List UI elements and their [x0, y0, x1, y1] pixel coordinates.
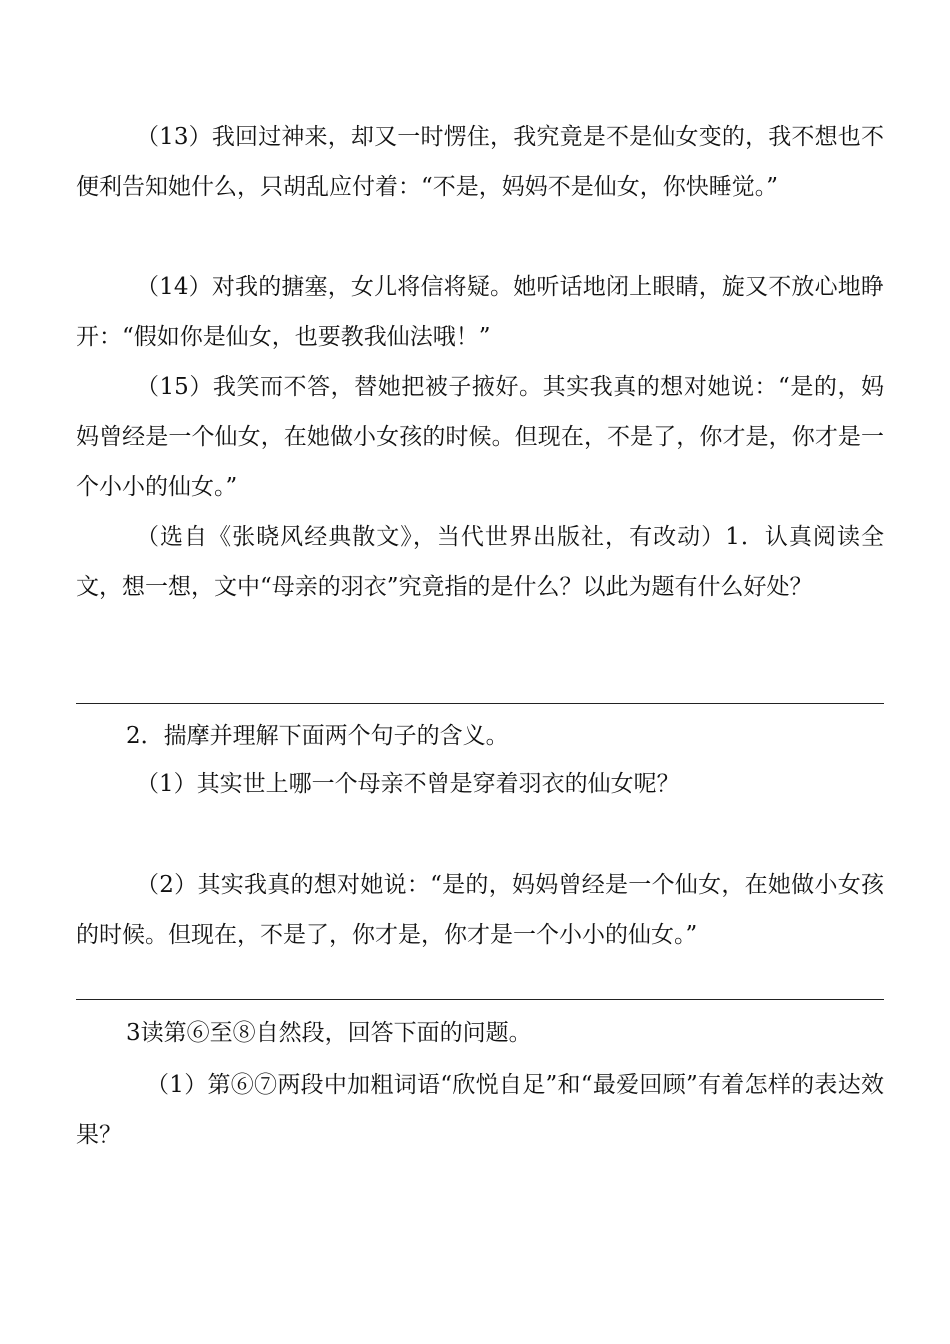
source-and-question-1: （选自《张晓风经典散文》，当代世界出版社，有改动）1．认真阅读全文，想一想，文中“母亲的羽衣”究竟指的是什么？以此为题有什么好处？: [76, 524, 884, 600]
answer-line-1: [76, 703, 884, 704]
question-3-1: （1）第⑥⑦两段中加粗词语“欣悦自足”和“最爱回顾”有着怎样的表达效果？: [76, 1072, 884, 1148]
question-2-2: （2）其实我真的想对她说：“是的，妈妈曾经是一个仙女，在她做小女孩的时候。但现在，不是了，你才是，你才是一个小小的仙女。”: [76, 872, 884, 948]
paragraph-14: （14）对我的搪塞，女儿将信将疑。她听话地闭上眼睛，旋又不放心地睁开：“假如你是仙女，也要教我仙法哦！”: [76, 274, 884, 350]
question-3-title: 3读第⑥至⑧自然段，回答下面的问题。: [126, 1020, 532, 1046]
question-2-1: （1）其实世上哪一个母亲不曾是穿着羽衣的仙女呢？: [136, 771, 680, 797]
answer-line-2: [76, 999, 884, 1000]
paragraph-15: （15）我笑而不答，替她把被子掖好。其实我真的想对她说：“是的，妈妈曾经是一个仙女，在她做小女孩的时候。但现在，不是了，你才是，你才是一个小小的仙女。”: [76, 374, 884, 500]
paragraph-13: （13）我回过神来，却又一时愣住，我究竟是不是仙女变的，我不想也不便利告知她什么，只胡乱应付着：“不是，妈妈不是仙女，你快睡觉。”: [76, 124, 884, 200]
question-2-title: 2．揣摩并理解下面两个句子的含义。: [126, 723, 509, 749]
